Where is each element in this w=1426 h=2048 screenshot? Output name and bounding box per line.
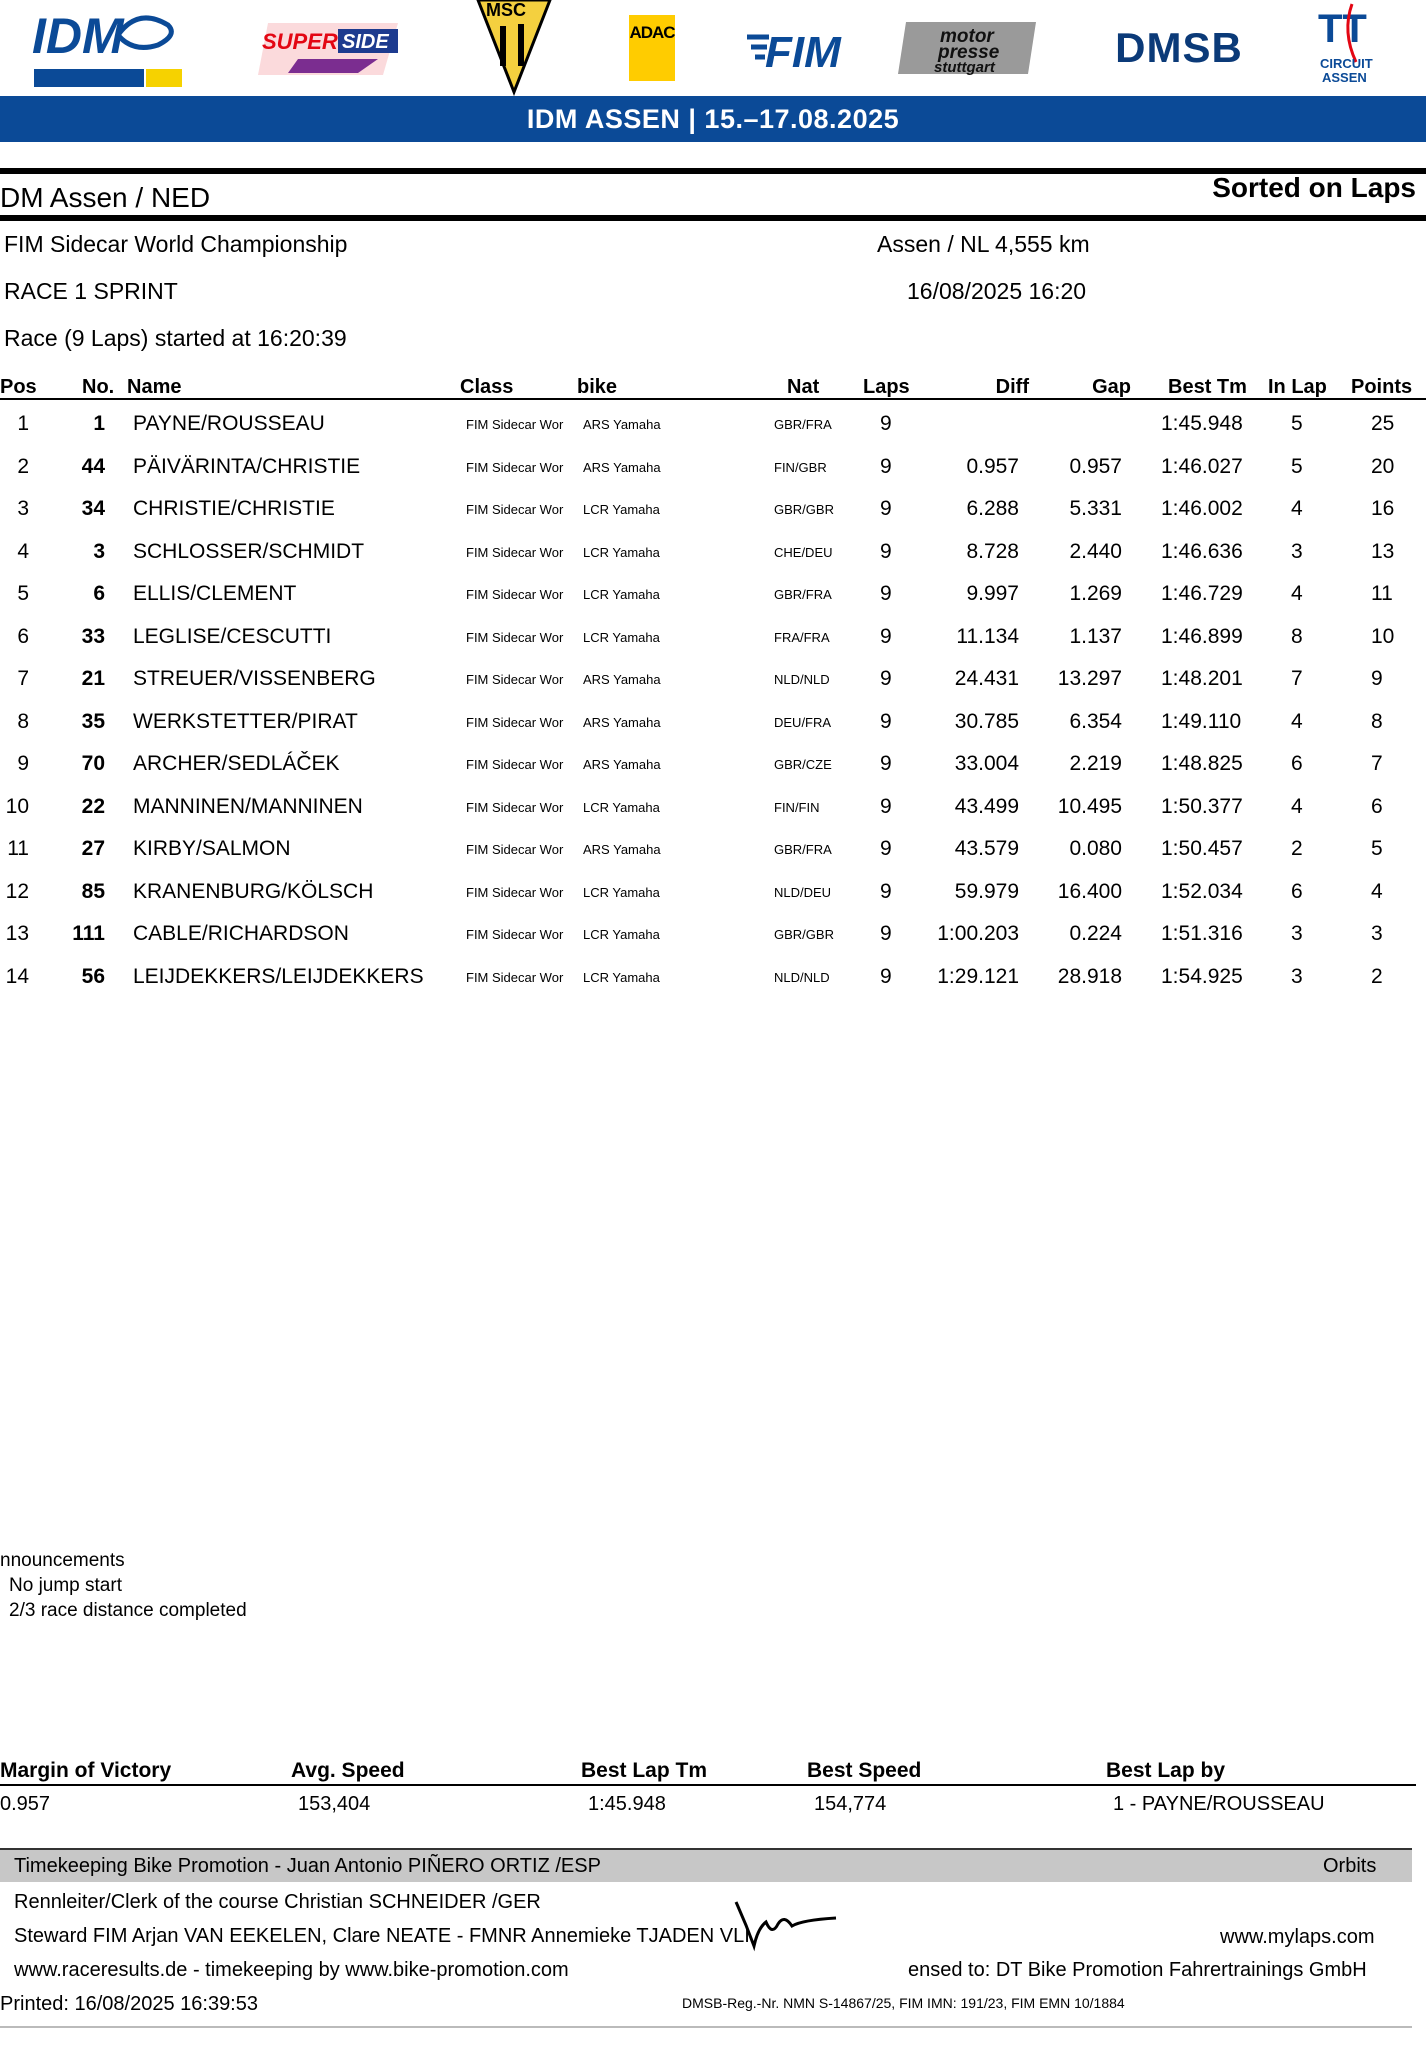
cell-pos: 13	[5, 922, 29, 945]
cell-diff: 9.997	[966, 582, 1019, 605]
cell-gap: 2.440	[1069, 539, 1122, 563]
title-rule	[0, 215, 1426, 221]
cell-bike: LCR Yamaha	[583, 544, 660, 560]
motorpresse-logo	[898, 0, 1038, 95]
cell-gap: 0.957	[1069, 454, 1122, 478]
cell-inlap: 5	[1291, 412, 1303, 435]
table-row	[0, 829, 1426, 871]
cell-class: FIM Sidecar Wor	[466, 502, 564, 517]
circuit-info: Assen / NL 4,555 km	[877, 231, 1090, 257]
cell-pos: 3	[17, 497, 29, 520]
printed-text: Printed: 16/08/2025 16:39:53	[0, 1993, 258, 2015]
cell-laps: 9	[880, 837, 892, 860]
cell-diff: 24.431	[954, 667, 1019, 690]
cell-bike: ARS Yamaha	[583, 672, 661, 687]
cell-pos: 9	[17, 752, 29, 775]
announcement-item: No jump start	[9, 1575, 122, 1596]
table-row	[0, 914, 1426, 956]
cell-gap: 28.918	[1057, 964, 1122, 988]
cell-best: 1:46.899	[1161, 624, 1243, 648]
cell-diff: 59.979	[954, 879, 1019, 903]
cell-class: FIM Sidecar Wor	[466, 672, 564, 687]
cell-bike: ARS Yamaha	[583, 459, 661, 475]
cell-laps: 9	[880, 752, 892, 775]
svg-text:motor: motor	[940, 25, 994, 47]
cell-inlap: 4	[1291, 709, 1303, 733]
cell-bike: ARS Yamaha	[583, 714, 661, 730]
steward-text: Steward FIM Arjan VAN EEKELEN, Clare NEATE - FMNR Annemieke TJADEN VLI	[14, 1925, 750, 1947]
cell-laps: 9	[880, 709, 892, 733]
cell-inlap: 3	[1291, 964, 1303, 988]
cell-pos: 2	[17, 454, 29, 478]
table-row	[0, 744, 1426, 786]
tt-circuit-assen-logo	[1312, 0, 1384, 95]
cell-class: FIM Sidecar Wor	[466, 969, 564, 985]
table-row	[0, 489, 1426, 531]
cell-no: 33	[81, 624, 105, 648]
cell-no: 27	[81, 837, 105, 860]
cell-nat: NLD/DEU	[774, 884, 832, 900]
cell-no: 3	[93, 539, 105, 563]
cell-gap: 5.331	[1069, 497, 1122, 520]
cell-nat: NLD/NLD	[774, 672, 830, 687]
svg-text:MSC: MSC	[486, 0, 526, 20]
cell-class: FIM Sidecar Wor	[466, 757, 564, 772]
cell-best: 1:48.825	[1161, 752, 1243, 775]
cell-name: WERKSTETTER/PIRAT	[133, 709, 358, 733]
cell-best: 1:48.201	[1161, 667, 1243, 690]
cell-diff: 1:29.121	[937, 964, 1019, 988]
cell-pos: 12	[5, 879, 29, 903]
cell-points: 11	[1371, 582, 1393, 605]
cell-bike: LCR Yamaha	[583, 884, 660, 900]
adac-logo: ADAC	[628, 0, 676, 95]
cell-pos: 1	[17, 412, 29, 435]
table-row	[0, 617, 1426, 659]
svg-text:FIM: FIM	[765, 27, 841, 77]
event-banner: IDM ASSEN | 15.–17.08.2025	[0, 96, 1426, 142]
cell-diff: 33.004	[954, 752, 1019, 775]
cell-nat: GBR/FRA	[774, 417, 832, 432]
cell-laps: 9	[880, 539, 892, 563]
cell-name: SCHLOSSER/SCHMIDT	[133, 539, 365, 563]
cell-name: PÄIVÄRINTA/CHRISTIE	[133, 454, 361, 478]
cell-class: FIM Sidecar Wor	[466, 714, 564, 730]
cell-diff: 43.579	[954, 837, 1019, 860]
cell-nat: GBR/FRA	[774, 587, 832, 602]
svg-text:SUPER: SUPER	[262, 28, 338, 54]
dmsb-logo: DMSB	[1115, 23, 1243, 71]
cell-laps: 9	[880, 794, 892, 818]
cell-name: LEGLISE/CESCUTTI	[133, 624, 332, 648]
race-start: Race (9 Laps) started at 16:20:39	[4, 325, 347, 351]
cell-pos: 8	[17, 709, 29, 733]
summary-margin-header: Margin of Victory	[0, 1759, 172, 1782]
summary-bestlap-header: Best Lap Tm	[581, 1759, 708, 1782]
cell-points: 5	[1371, 837, 1383, 860]
cell-diff: 1:00.203	[937, 922, 1019, 945]
cell-nat: GBR/CZE	[774, 757, 832, 772]
svg-text:stuttgart: stuttgart	[934, 58, 995, 76]
cell-bike: LCR Yamaha	[583, 587, 660, 602]
cell-no: 56	[81, 964, 105, 988]
col-bike: bike	[577, 376, 618, 398]
cell-no: 6	[93, 582, 105, 605]
cell-class: FIM Sidecar Wor	[466, 629, 564, 645]
cell-best: 1:52.034	[1161, 879, 1243, 903]
cell-nat: CHE/DEU	[774, 544, 833, 560]
cell-no: 21	[81, 667, 105, 690]
cell-laps: 9	[880, 624, 892, 648]
cell-diff: 30.785	[954, 709, 1019, 733]
cell-class: FIM Sidecar Wor	[466, 884, 564, 900]
cell-bike: LCR Yamaha	[583, 629, 660, 645]
cell-best: 1:46.729	[1161, 582, 1243, 605]
raceresults-text: www.raceresults.de - timekeeping by www.bike-promotion.com	[14, 1959, 569, 1981]
col-points: Points	[1351, 376, 1413, 398]
cell-nat: GBR/GBR	[774, 502, 834, 517]
cell-gap: 6.354	[1069, 709, 1122, 733]
cell-inlap: 4	[1291, 497, 1303, 520]
cell-points: 13	[1371, 539, 1395, 563]
table-row	[0, 574, 1426, 616]
svg-text:CIRCUIT: CIRCUIT	[1320, 55, 1373, 71]
col-pos: Pos	[0, 376, 37, 398]
summary-avgspeed-value: 153,404	[298, 1793, 371, 1815]
cell-nat: DEU/FRA	[774, 714, 832, 730]
cell-laps: 9	[880, 412, 892, 435]
cell-name: CABLE/RICHARDSON	[133, 922, 349, 945]
cell-gap: 0.080	[1069, 837, 1122, 860]
cell-inlap: 4	[1291, 794, 1303, 818]
cell-points: 8	[1371, 709, 1383, 733]
cell-no: 70	[81, 752, 105, 775]
cell-bike: LCR Yamaha	[583, 927, 660, 942]
table-row	[0, 447, 1426, 489]
cell-bike: ARS Yamaha	[583, 757, 661, 772]
cell-diff: 0.957	[966, 454, 1019, 478]
cell-best: 1:50.457	[1161, 837, 1243, 860]
summary-avgspeed-header: Avg. Speed	[291, 1759, 405, 1782]
cell-pos: 11	[7, 837, 29, 860]
cell-points: 20	[1371, 454, 1395, 478]
cell-gap: 10.495	[1057, 794, 1122, 818]
cell-points: 9	[1371, 667, 1383, 690]
cell-pos: 4	[17, 539, 29, 563]
cell-name: LEIJDEKKERS/LEIJDEKKERS	[133, 964, 424, 988]
cell-best: 1:54.925	[1161, 964, 1243, 988]
summary-bestspeed-value: 154,774	[814, 1793, 887, 1815]
summary-bestlapby-value: 1 - PAYNE/ROUSSEAU	[1113, 1793, 1325, 1815]
fim-logo	[745, 0, 841, 95]
cell-name: ELLIS/CLEMENT	[133, 582, 297, 605]
col-inlap: In Lap	[1268, 376, 1327, 398]
col-laps: Laps	[863, 376, 910, 398]
table-row	[0, 404, 1426, 446]
col-nat: Nat	[787, 376, 820, 398]
svg-text:IDM: IDM	[32, 7, 124, 64]
cell-diff: 8.728	[966, 539, 1019, 563]
cell-best: 1:46.027	[1161, 454, 1243, 478]
cell-points: 10	[1371, 624, 1395, 648]
cell-gap: 16.400	[1057, 879, 1122, 903]
cell-class: FIM Sidecar Wor	[466, 417, 564, 432]
summary-margin-value: 0.957	[0, 1793, 51, 1815]
cell-gap: 1.137	[1069, 624, 1122, 648]
cell-pos: 5	[17, 582, 29, 605]
cell-nat: GBR/GBR	[774, 927, 834, 942]
idm-logo	[30, 0, 190, 95]
results-header	[0, 376, 1426, 400]
race-name: RACE 1 SPRINT	[4, 278, 178, 304]
cell-points: 4	[1371, 879, 1383, 903]
licensed-text: ensed to: DT Bike Promotion Fahrertrainings GmbH	[908, 1959, 1367, 1981]
championship: FIM Sidecar World Championship	[4, 231, 348, 257]
summary-rule	[0, 1784, 1416, 1786]
cell-inlap: 7	[1291, 667, 1303, 690]
cell-points: 6	[1371, 794, 1383, 818]
cell-inlap: 6	[1291, 752, 1303, 775]
cell-nat: GBR/FRA	[774, 842, 832, 857]
cell-class: FIM Sidecar Wor	[466, 587, 564, 602]
cell-class: FIM Sidecar Wor	[466, 544, 564, 560]
cell-nat: FIN/GBR	[774, 459, 827, 475]
msc-logo	[474, 0, 554, 95]
sponsor-logo-strip	[0, 0, 1426, 95]
table-row	[0, 872, 1426, 914]
cell-points: 2	[1371, 964, 1383, 988]
cell-no: 1	[93, 412, 105, 435]
cell-class: FIM Sidecar Wor	[466, 927, 564, 942]
cell-laps: 9	[880, 922, 892, 945]
footer-bottom-rule	[0, 2026, 1412, 2028]
cell-best: 1:49.110	[1161, 709, 1242, 733]
summary-bestlap-value: 1:45.948	[588, 1793, 666, 1815]
cell-gap: 0.224	[1069, 922, 1122, 945]
summary-bestlapby-header: Best Lap by	[1106, 1759, 1226, 1782]
cell-laps: 9	[880, 454, 892, 478]
cell-best: 1:46.636	[1161, 539, 1243, 563]
announcement-item: 2/3 race distance completed	[9, 1600, 247, 1621]
svg-text:presse: presse	[938, 41, 1000, 63]
timekeeping-text: Timekeeping Bike Promotion - Juan Antonio PIÑERO ORTIZ /ESP	[14, 1855, 601, 1877]
cell-gap: 1.269	[1069, 582, 1122, 605]
cell-bike: ARS Yamaha	[583, 842, 661, 857]
cell-bike: LCR Yamaha	[583, 502, 660, 517]
cell-no: 44	[81, 454, 105, 478]
col-no: No.	[82, 376, 115, 398]
col-class: Class	[460, 376, 514, 398]
table-row	[0, 957, 1426, 999]
cell-gap: 13.297	[1057, 667, 1122, 690]
cell-inlap: 5	[1291, 454, 1303, 478]
cell-class: FIM Sidecar Wor	[466, 459, 564, 475]
cell-name: STREUER/VISSENBERG	[133, 667, 376, 690]
announcements-title: nnouncements	[0, 1550, 125, 1571]
cell-name: MANNINEN/MANNINEN	[133, 794, 363, 818]
svg-text:ASSEN: ASSEN	[1322, 69, 1367, 85]
cell-bike: LCR Yamaha	[583, 799, 660, 815]
table-row	[0, 787, 1426, 829]
col-name: Name	[127, 376, 182, 398]
cell-no: 35	[81, 709, 105, 733]
sort-label: Sorted on Laps	[1212, 172, 1416, 203]
mylaps-link[interactable]: www.mylaps.com	[1220, 1926, 1375, 1948]
cell-name: ARCHER/SEDLÁČEK	[133, 752, 340, 775]
cell-diff: 11.134	[956, 624, 1019, 648]
cell-gap: 2.219	[1069, 752, 1122, 775]
superside-logo	[258, 0, 403, 95]
cell-points: 7	[1371, 752, 1383, 775]
cell-inlap: 8	[1291, 624, 1303, 648]
cell-diff: 43.499	[954, 794, 1019, 818]
cell-laps: 9	[880, 582, 892, 605]
cell-points: 25	[1371, 412, 1395, 435]
cell-no: 111	[72, 922, 105, 945]
cell-name: CHRISTIE/CHRISTIE	[133, 497, 335, 520]
event-title: DM Assen / NED	[0, 182, 211, 213]
cell-best: 1:51.316	[1161, 922, 1243, 945]
orbits-text: Orbits	[1323, 1855, 1377, 1877]
cell-points: 3	[1371, 922, 1383, 945]
summary-bestspeed-header: Best Speed	[807, 1759, 922, 1782]
header-rule	[0, 398, 1426, 400]
cell-inlap: 2	[1291, 837, 1303, 860]
cell-no: 34	[81, 497, 105, 520]
cell-pos: 14	[5, 964, 29, 988]
cell-best: 1:45.948	[1161, 412, 1243, 435]
cell-pos: 10	[5, 794, 29, 818]
cell-nat: FIN/FIN	[774, 799, 820, 815]
cell-laps: 9	[880, 667, 892, 690]
cell-inlap: 4	[1291, 582, 1303, 605]
signature	[732, 1894, 842, 1954]
cell-nat: FRA/FRA	[774, 629, 830, 645]
svg-text:SIDE: SIDE	[342, 30, 389, 53]
cell-name: PAYNE/ROUSSEAU	[133, 412, 325, 435]
cell-bike: ARS Yamaha	[583, 417, 661, 432]
table-row	[0, 659, 1426, 701]
cell-inlap: 6	[1291, 879, 1303, 903]
cell-name: KRANENBURG/KÖLSCH	[133, 879, 374, 903]
cell-best: 1:50.377	[1161, 794, 1243, 818]
svg-text:TT: TT	[1318, 6, 1367, 51]
table-row	[0, 702, 1426, 744]
cell-best: 1:46.002	[1161, 497, 1243, 520]
race-datetime: 16/08/2025 16:20	[907, 278, 1087, 304]
cell-name: KIRBY/SALMON	[133, 837, 291, 860]
cell-class: FIM Sidecar Wor	[466, 842, 564, 857]
cell-inlap: 3	[1291, 539, 1303, 563]
cell-laps: 9	[880, 964, 892, 988]
col-diff: Diff	[995, 376, 1029, 398]
col-best: Best Tm	[1168, 376, 1247, 398]
cell-diff: 6.288	[966, 497, 1019, 520]
dmsb-reg-text: DMSB-Reg.-Nr. NMN S-14867/25, FIM IMN: 191/23, FIM EMN 10/1884	[682, 1995, 1125, 2011]
cell-inlap: 3	[1291, 922, 1303, 945]
cell-pos: 7	[17, 667, 29, 690]
cell-nat: NLD/NLD	[774, 969, 830, 985]
cell-pos: 6	[17, 624, 29, 648]
cell-laps: 9	[880, 879, 892, 903]
col-gap: Gap	[1092, 376, 1131, 398]
table-row	[0, 532, 1426, 574]
clerk-text: Rennleiter/Clerk of the course Christian SCHNEIDER /GER	[14, 1891, 541, 1913]
cell-points: 16	[1371, 497, 1395, 520]
cell-no: 22	[81, 794, 105, 818]
cell-class: FIM Sidecar Wor	[466, 799, 564, 815]
cell-laps: 9	[880, 497, 892, 520]
cell-bike: LCR Yamaha	[583, 969, 660, 985]
cell-no: 85	[81, 879, 105, 903]
